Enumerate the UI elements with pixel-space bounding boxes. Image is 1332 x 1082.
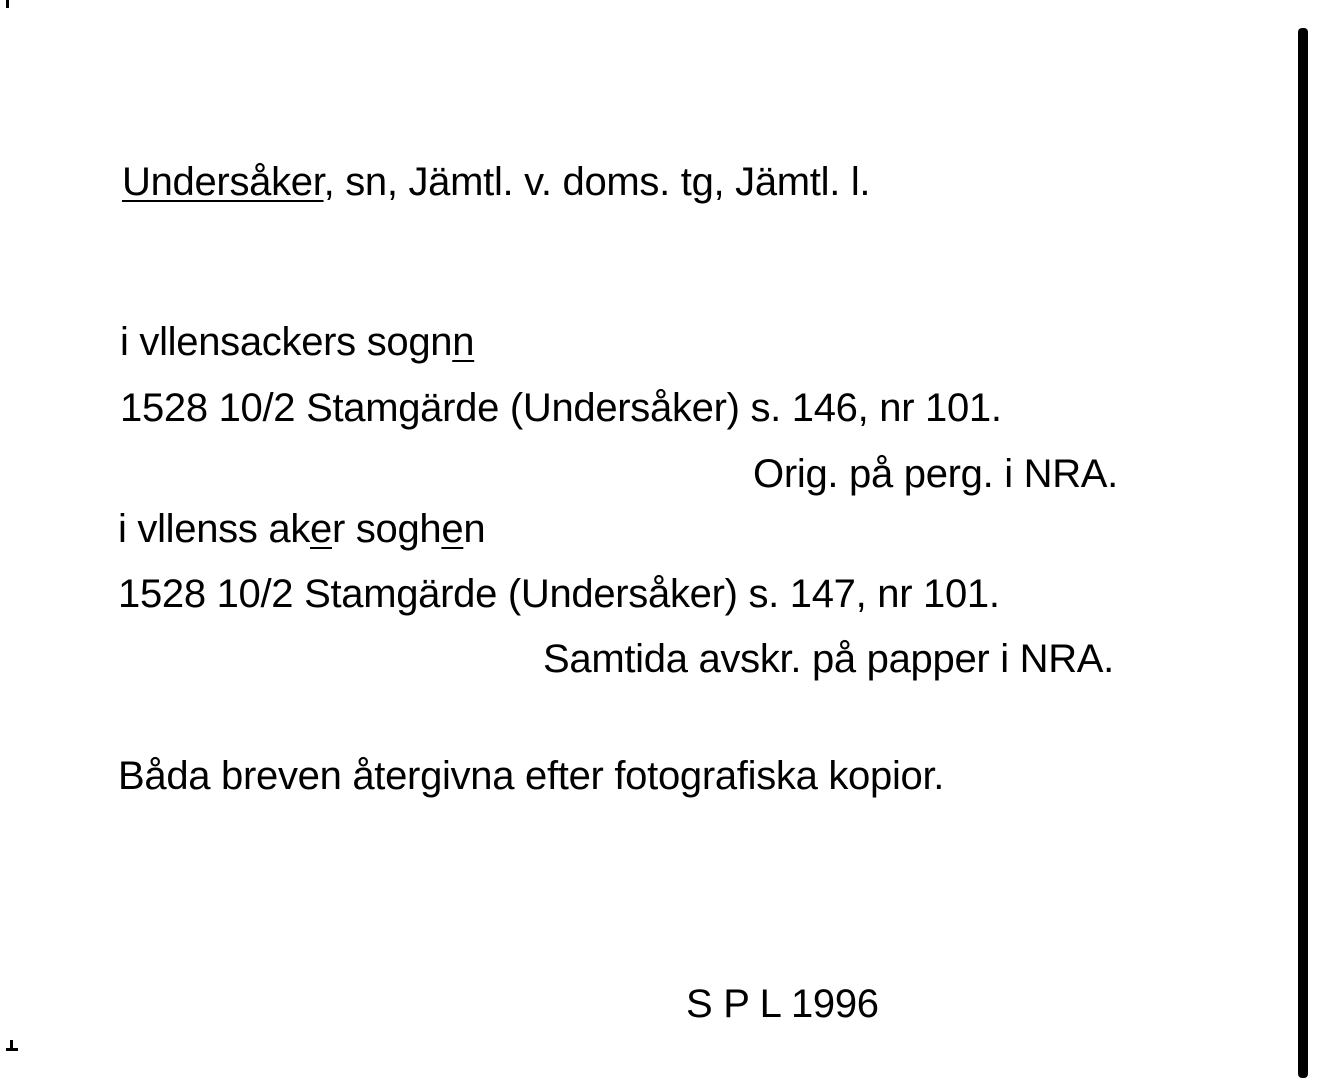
entry-2-form-text-c: n xyxy=(463,507,486,551)
entry-1-form-text: i vllensackers sogn xyxy=(120,320,453,364)
card-right-edge xyxy=(1298,28,1308,1078)
entry-2-form-text-a: i vllenss ak xyxy=(118,507,311,551)
entry-2-form-abbrev-b: e xyxy=(441,507,464,551)
entry-2-source: Samtida avskr. på papper i NRA. xyxy=(543,637,1114,681)
card-note: Båda breven återgivna efter fotografiska kopior. xyxy=(118,754,945,798)
card-signature: S P L 1996 xyxy=(686,982,879,1026)
entry-2-form xyxy=(118,505,485,553)
scan-mark-bottom-stem xyxy=(10,1040,13,1050)
entry-1-citation: 1528 10/2 Stamgärde (Undersåker) s. 146, nr 101. xyxy=(120,386,1002,430)
entry-1-form-abbrev: n xyxy=(452,320,475,364)
place-details: , sn, Jämtl. v. doms. tg, Jämtl. l. xyxy=(323,160,871,204)
place-name: Undersåker xyxy=(122,160,324,204)
scan-mark-top xyxy=(6,0,9,8)
entry-1-form xyxy=(120,318,474,366)
entry-2-form-abbrev-a: e xyxy=(310,507,332,551)
card-header xyxy=(122,158,870,206)
entry-1-source: Orig. på perg. i NRA. xyxy=(753,452,1118,496)
entry-2-form-text-b: r sogh xyxy=(331,507,442,551)
entry-2-citation: 1528 10/2 Stamgärde (Undersåker) s. 147, nr 101. xyxy=(118,572,1000,616)
